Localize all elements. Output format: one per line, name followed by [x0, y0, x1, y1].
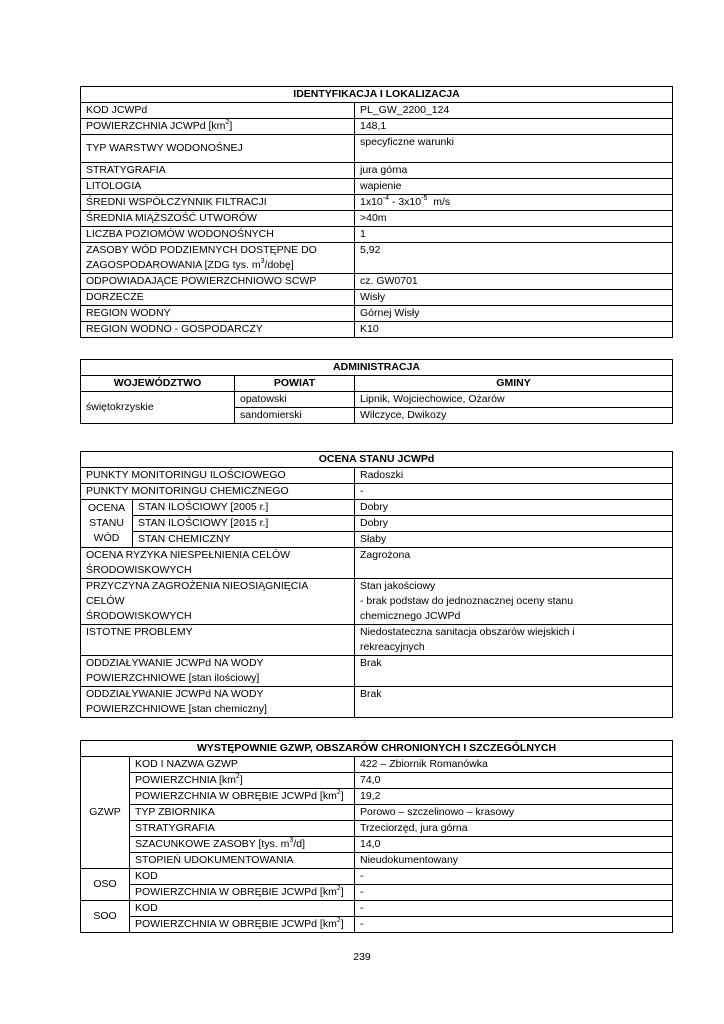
- protected-areas-table: [80, 740, 673, 933]
- gzwp-area-within-value: 19,2: [355, 789, 673, 805]
- gzwp-type-value: Porowo – szczelinowo – krasowy: [355, 805, 673, 821]
- quantitative-monitoring-value: Radoszki: [355, 468, 673, 484]
- water-region-value: Górnej Wisły: [355, 306, 673, 322]
- scwp-label: ODPOWIADAJĄCE POWIERZCHNIOWO SCWP: [81, 274, 355, 290]
- quantitative-status-2015-value: Dobry: [355, 516, 673, 532]
- communes-header: GMINY: [355, 376, 673, 392]
- gzwp-type-label: TYP ZBIORNIKA: [130, 805, 355, 821]
- protected-areas-title: WYSTĘPOWNIE GZWP, OBSZARÓW CHRONIONYCH I SZCZEGÓLNYCH: [81, 741, 673, 757]
- aquifer-type-label: TYP WARSTWY WODONOŚNEJ: [81, 135, 355, 163]
- oso-area-label: POWIERZCHNIA W OBRĘBIE JCWPd $[km^2]$: [130, 885, 355, 901]
- chemical-monitoring-label: PUNKTY MONITORINGU CHEMICZNEGO: [81, 484, 355, 500]
- management-region-label: REGION WODNO - GOSPODARCZY: [81, 322, 355, 338]
- impact-quantitative-value: Brak: [355, 656, 673, 687]
- oso-area-value: -: [355, 885, 673, 901]
- gzwp-label: GZWP: [81, 757, 130, 869]
- basin-label: DORZECZE: [81, 290, 355, 306]
- area-value: 148,1: [355, 119, 673, 135]
- aquifer-type-value: specyficzne warunki: [355, 135, 673, 163]
- communes-value: Wilczyce, Dwikozy: [355, 408, 673, 424]
- page-number: 239: [353, 951, 371, 963]
- water-status-label: OCENA STANU WÓD: [81, 500, 133, 548]
- soo-code-value: -: [355, 901, 673, 917]
- quantitative-status-2005-value: Dobry: [355, 500, 673, 516]
- gzwp-stratigraphy-value: Trzeciorzęd, jura górna: [355, 821, 673, 837]
- risk-value: Zagrożona: [355, 548, 673, 579]
- gzwp-documentation-label: STOPIEŃ UDOKUMENTOWANIA: [130, 853, 355, 869]
- county-value: opatowski: [235, 392, 355, 408]
- issues-label: ISTOTNE PROBLEMY: [81, 625, 355, 656]
- scwp-value: cz. GW0701: [355, 274, 673, 290]
- gzwp-code-label: KOD I NAZWA GZWP: [130, 757, 355, 773]
- administration-table: [80, 359, 673, 424]
- gzwp-documentation-value: Nieudokumentowany: [355, 853, 673, 869]
- lithology-value: wapienie: [355, 179, 673, 195]
- gzwp-area-label: POWIERZCHNIA $[km^2]$: [130, 773, 355, 789]
- soo-label: SOO: [81, 901, 130, 933]
- administration-title: ADMINISTRACJA: [81, 360, 673, 376]
- thickness-label: ŚREDNIA MIĄŻSZOŚĆ UTWORÓW: [81, 211, 355, 227]
- impact-chemical-label: ODDZIAŁYWANIE JCWPd NA WODY POWIERZCHNIOWE [stan chemiczny]: [81, 687, 355, 718]
- gzwp-resources-label: SZACUNKOWE ZASOBY [tys. $m^3/d$]: [130, 837, 355, 853]
- chemical-status-label: STAN CHEMICZNY: [133, 532, 355, 548]
- assessment-table: [80, 451, 673, 718]
- gzwp-area-within-label: POWIERZCHNIA W OBRĘBIE JCWPd $[km^2]$: [130, 789, 355, 805]
- filtration-value: $1x10^{-4} - 3x10^{-5}$ m/s: [355, 195, 673, 211]
- chemical-status-value: Słaby: [355, 532, 673, 548]
- county-header: POWIAT: [235, 376, 355, 392]
- kod-value: PL_GW_2200_124: [355, 103, 673, 119]
- gzwp-stratigraphy-label: STRATYGRAFIA: [130, 821, 355, 837]
- identification-title: IDENTYFIKACJA I LOKALIZACJA: [81, 87, 673, 103]
- communes-value: Lipnik, Wojciechowice, Ożarów: [355, 392, 673, 408]
- stratigraphy-value: jura górna: [355, 163, 673, 179]
- soo-area-value: -: [355, 917, 673, 933]
- lithology-label: LITOLOGIA: [81, 179, 355, 195]
- oso-label: OSO: [81, 869, 130, 901]
- impact-chemical-value: Brak: [355, 687, 673, 718]
- impact-quantitative-label: ODDZIAŁYWANIE JCWPd NA WODY POWIERZCHNIOWE [stan ilościowy]: [81, 656, 355, 687]
- gzwp-area-value: 74,0: [355, 773, 673, 789]
- voivodeship-value: świętokrzyskie: [81, 392, 235, 424]
- chemical-monitoring-value: -: [355, 484, 673, 500]
- resources-label: ZASOBY WÓD PODZIEMNYCH DOSTĘPNE DO ZAGOSPODAROWANIA [ZDG tys. $m^3/dobę$]: [81, 243, 355, 274]
- thickness-value: >40m: [355, 211, 673, 227]
- oso-code-label: KOD: [130, 869, 355, 885]
- quantitative-status-2015-label: STAN ILOŚCIOWY [2015 r.]: [133, 516, 355, 532]
- issues-value: Niedostateczna sanitacja obszarów wiejskich i rekreacyjnych: [355, 625, 673, 656]
- filtration-label: ŚREDNI WSPÓŁCZYNNIK FILTRACJI: [81, 195, 355, 211]
- soo-code-label: KOD: [130, 901, 355, 917]
- risk-cause-label: PRZYCZYNA ZAGROŻENIA NIEOSIĄGNIĘCIA CELÓW ŚRODOWISKOWYCH: [81, 579, 355, 625]
- aquifer-count-label: LICZBA POZIOMÓW WODONOŚNYCH: [81, 227, 355, 243]
- area-label: POWIERZCHNIA JCWPd $[km^2]$: [81, 119, 355, 135]
- quantitative-monitoring-label: PUNKTY MONITORINGU ILOŚCIOWEGO: [81, 468, 355, 484]
- identification-table: [80, 86, 673, 338]
- quantitative-status-2005-label: STAN ILOŚCIOWY [2005 r.]: [133, 500, 355, 516]
- risk-label: OCENA RYZYKA NIESPEŁNIENIA CELÓW ŚRODOWISKOWYCH: [81, 548, 355, 579]
- assessment-title: OCENA STANU JCWPd: [81, 452, 673, 468]
- kod-label: KOD JCWPd: [81, 103, 355, 119]
- soo-area-label: POWIERZCHNIA W OBRĘBIE JCWPd $[km^2]$: [130, 917, 355, 933]
- aquifer-count-value: 1: [355, 227, 673, 243]
- county-value: sandomierski: [235, 408, 355, 424]
- stratigraphy-label: STRATYGRAFIA: [81, 163, 355, 179]
- voivodeship-header: WOJEWÓDZTWO: [81, 376, 235, 392]
- oso-code-value: -: [355, 869, 673, 885]
- gzwp-code-value: 422 – Zbiornik Romanówka: [355, 757, 673, 773]
- management-region-value: K10: [355, 322, 673, 338]
- water-region-label: REGION WODNY: [81, 306, 355, 322]
- risk-cause-value: Stan jakościowy - brak podstaw do jednoznacznej oceny stanu chemicznego JCWPd: [355, 579, 673, 625]
- basin-value: Wisły: [355, 290, 673, 306]
- resources-value: 5,92: [355, 243, 673, 274]
- gzwp-resources-value: 14,0: [355, 837, 673, 853]
